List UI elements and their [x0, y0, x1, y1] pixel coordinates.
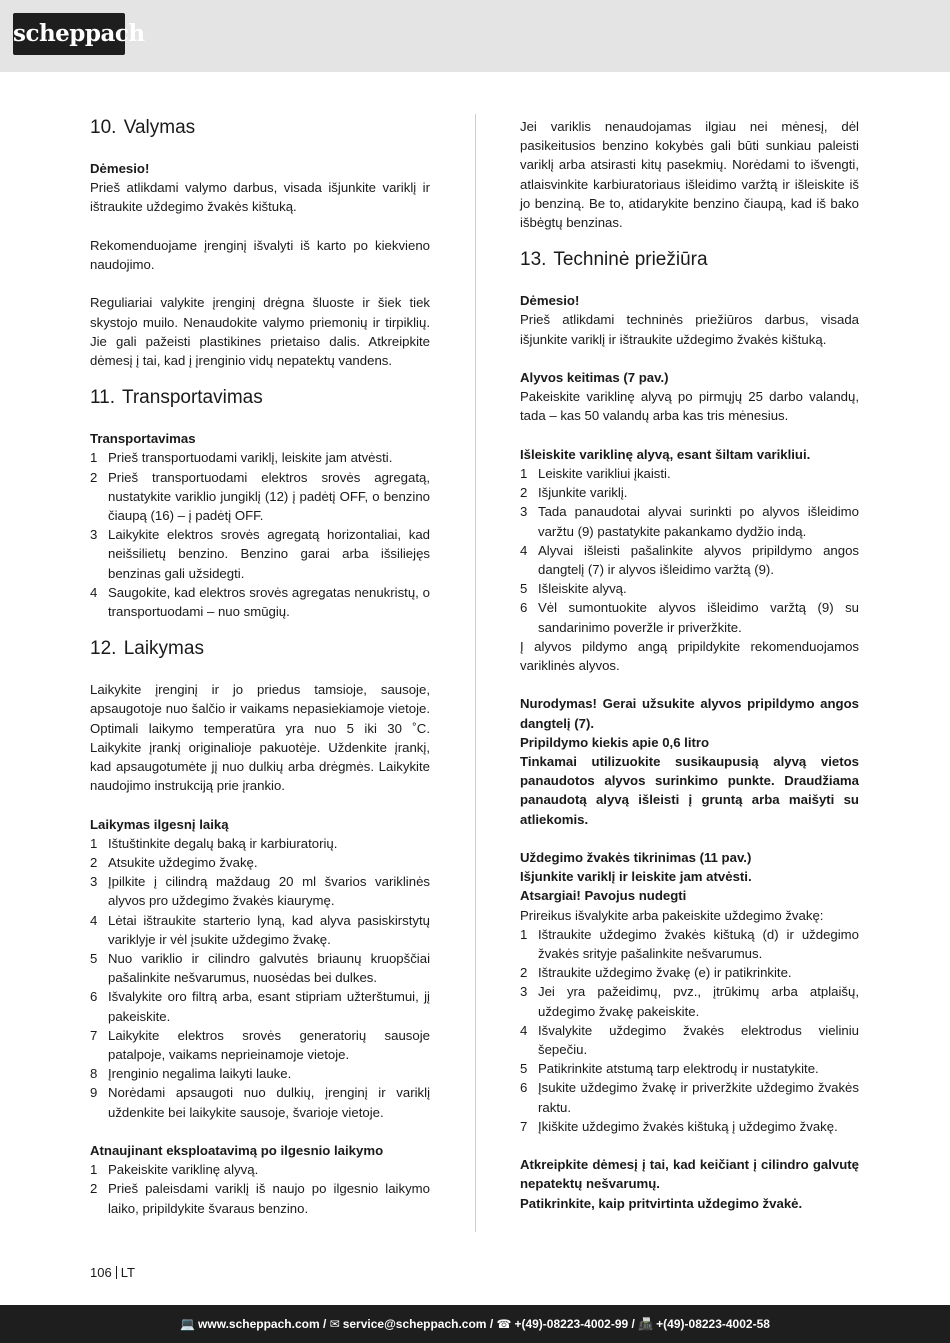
- list-item: 5 Išleiskite alyvą.: [520, 581, 627, 597]
- s12-sub-2: Atnaujinant eksploatavimą po ilgesnio laikymo: [90, 1143, 384, 1159]
- list-item: 9 Norėdami apsaugoti nuo dulkių, įrenginį ir variklį uždenkite bei laikykite sausoje, švarioje vietoje.: [90, 1085, 430, 1120]
- s10-paragraph-1: Prieš atlikdami valymo darbus, visada išjunkite variklį ir ištraukite uždegimo žvakės kištuką.: [90, 180, 430, 215]
- list-item: 2 Prieš paleisdami variklį iš naujo po ilgesnio laikymo laiko, pripildykite švaraus benzino.: [90, 1181, 430, 1216]
- list-item: 3 Įpilkite į cilindrą maždaug 20 ml švarios variklinės alyvos pro uždegimo žvakės kiaurymę.: [90, 874, 430, 909]
- brand-logo: scheppach: [13, 13, 125, 55]
- list-item: 4 Lėtai ištraukite starterio lyną, kad alyva pasiskirstytų variklyje ir vėl įsukite uždegimo žvakę.: [90, 912, 430, 947]
- spark-plug-warning: Atsargiai! Pavojus nudegti: [520, 888, 687, 904]
- s13-attention: Dėmesio!: [520, 293, 580, 309]
- s12-paragraph: Laikykite įrenginį ir jo priedus tamsioje, sausoje, apsaugotoje nuo šalčio ir vaikams nepasiekiamoje vietoje. Optimali laikymo temperatūra yra nuo 5 iki 30 ˚C. Laikykite įrankį originalioje pakuotėje. Uždenkite įrankį, kad apsaugotumėte jį nuo dulkių arba drėgmės. Laikykite naudojimo instrukciją prie įrankio.: [90, 682, 430, 794]
- list-item: 7 Įkiškite uždegimo žvakės kištuką į uždegimo žvakę.: [520, 1118, 838, 1134]
- spark-plug-title: Uždegimo žvakės tikrinimas (11 pav.): [520, 850, 752, 866]
- phone-icon: ☎: [496, 1317, 512, 1331]
- s12-list-1: [90, 834, 430, 1122]
- page-footer: 💻 www.scheppach.com / ✉ service@scheppach.com / ☎ +(49)-08223-4002-99 / 📠 +(49)-08223-4002-58: [0, 1305, 950, 1343]
- final-note-1: Atkreipkite dėmesį į tai, kad keičiant į cilindro galvutę nepatektų nešvarumų.: [520, 1157, 859, 1192]
- s10-attention: Dėmesio!: [90, 161, 150, 176]
- section-13-heading: 13. Techninė priežiūra: [520, 249, 708, 271]
- fax-icon: 📠: [638, 1317, 654, 1331]
- oil-change-title: Alyvos keitimas (7 pav.): [520, 370, 669, 386]
- footer-web: www.scheppach.com: [198, 1317, 320, 1331]
- list-item: 3 Tada panaudotai alyvai surinkti po alyvos išleidimo varžtu (9) pastatykite pakankamo dydžio indą.: [520, 504, 859, 539]
- list-item: 1 Leiskite varikliui įkaisti.: [520, 466, 671, 482]
- list-item: 4 Išvalykite uždegimo žvakės elektrodus vieliniu šepečiu.: [520, 1022, 859, 1058]
- list-item: 6 Išvalykite oro filtrą arba, esant stipriam užterštumui, jį pakeiskite.: [90, 989, 430, 1024]
- s10-paragraph-3: Reguliariai valykite įrenginį drėgna šluoste ir šiek tiek skystojo muilo. Nenaudokite valymo priemonių ir tirpiklių. Jie gali pažeisti plastikines prietaiso dalis. Atkreipkite dėmesį į tai, kad į įrenginio vidų nepatektų vandens.: [90, 295, 430, 368]
- page-number: 106 LT: [90, 1265, 135, 1280]
- footer-fax: +(49)-08223-4002-58: [656, 1317, 770, 1331]
- spark-plug-cool: Išjunkite variklį ir leiskite jam atvėsti.: [520, 869, 752, 885]
- s13-paragraph: Prieš atlikdami techninės priežiūros darbus, visada išjunkite variklį ir ištraukite uždegimo žvakės kištuką.: [520, 312, 859, 347]
- footer-phone: +(49)-08223-4002-99: [514, 1317, 629, 1331]
- s12-sub-1: Laikymas ilgesnį laiką: [90, 816, 229, 832]
- oil-change-paragraph: Pakeiskite variklinę alyvą po pirmųjų 25 darbo valandų, tada – kas 50 valandų arba kas tris mėnesius.: [520, 389, 859, 424]
- s11-subtitle: Transportavimas: [90, 431, 196, 447]
- list-item: 1 Prieš transportuodami variklį, leiskite jam atvėsti.: [90, 450, 393, 466]
- note-disposal: Tinkamai utilizuokite susikaupusią alyvą vietos panaudotos alyvos surinkimo punkte. Draudžiama panaudotą alyvą išleisti į gruntą arba maišyti su atliekomis.: [520, 754, 859, 827]
- drain-oil-title: Išleiskite variklinę alyvą, esant šiltam varikliui.: [520, 446, 811, 462]
- list-item: 4 Alyvai išleisti pašalinkite alyvos pripildymo angos dangtelį (7) ir alyvos išleidimo varžtą (9).: [520, 542, 859, 578]
- section-11-heading: 11. Transportavimas: [90, 387, 263, 409]
- list-item: 3 Laikykite elektros srovės agregatą horizontaliai, kad neišsilietų benzino. Benzino garai arba išsiliejęs benzinas gali užsidegti.: [90, 527, 430, 581]
- list-item: 7 Laikykite elektros srovės generatorių sausoje patalpoje, vaikams neprieinamoje vietoje.: [90, 1027, 430, 1063]
- list-item: 4 Saugokite, kad elektros srovės agregatas nenukristų, o transportuodami – nuo smūgių.: [90, 584, 430, 620]
- list-item: 2 Atsukite uždegimo žvakę.: [90, 855, 258, 871]
- list-item: 1 Pakeiskite variklinę alyvą.: [90, 1162, 259, 1178]
- list-item: 6 Įsukite uždegimo žvakę ir priveržkite uždegimo žvakės raktu.: [520, 1080, 859, 1115]
- list-item: 2 Prieš transportuodami elektros srovės agregatą, nustatykite variklio jungiklį (12) į padėtį OFF, o benzino čiaupą (16) – į padėtį OFF.: [90, 469, 430, 524]
- drain-oil-list: [520, 464, 859, 637]
- spark-plug-intro: Prireikus išvalykite arba pakeiskite uždegimo žvakę:: [520, 907, 824, 923]
- right-column: [520, 117, 859, 1213]
- s10-paragraph-2: Rekomenduojame įrenginį išvalyti iš karto po kiekvieno naudojimo.: [90, 237, 430, 272]
- computer-icon: 💻: [180, 1317, 196, 1331]
- note-cap: Nurodymas! Gerai užsukite alyvos pripildymo angos dangtelį (7).: [520, 696, 859, 731]
- spark-plug-list: [520, 925, 859, 1136]
- s11-list: [90, 448, 430, 621]
- note-quantity: Pripildymo kiekis apie 0,6 litro: [520, 734, 710, 750]
- section-10-heading: 10. Valymas: [90, 117, 196, 138]
- list-item: 8 Įrenginio negalima laikyti lauke.: [90, 1066, 292, 1082]
- left-column: [90, 117, 430, 1218]
- list-item: 5 Patikrinkite atstumą tarp elektrodų ir nustatykite.: [520, 1061, 819, 1077]
- oil-fill-paragraph: Į alyvos pildymo angą pripildykite rekomenduojamos variklinės alyvos.: [520, 638, 859, 674]
- list-item: 1 Ištuštinkite degalų baką ir karbiuratorių.: [90, 835, 338, 851]
- list-item: 5 Nuo variklio ir cilindro galvutės briaunų kruopščiai pašalinkite nešvarumus, nuosėdas bei dulkes.: [90, 951, 430, 986]
- storage-intro-paragraph: Jei variklis nenaudojamas ilgiau nei mėnesį, dėl pasikeitusios benzino kokybės gali būti sunkiau paleisti variklį arba atsirasti kitų pasekmių. Norėdami to išvengti, atlaisvinkite karbiuratoriaus išleidimo varžtą ir išleiskite iš jo benziną. Be to, atidarykite benzino čiaupą, kad iš bako išbėgtų benzinas.: [520, 119, 859, 231]
- list-item: 2 Išjunkite variklį.: [520, 485, 628, 501]
- mail-icon: ✉: [329, 1317, 340, 1331]
- final-note-2: Patikrinkite, kaip pritvirtinta uždegimo žvakė.: [520, 1195, 803, 1211]
- list-item: 3 Jei yra pažeidimų, pvz., įtrūkimų arba atplaišų, uždegimo žvakę pakeiskite.: [520, 984, 859, 1019]
- page-header: [0, 0, 950, 72]
- list-item: 6 Vėl sumontuokite alyvos išleidimo varžtą (9) su sandarinimo poveržle ir priveržkite.: [520, 600, 859, 635]
- footer-email: service@scheppach.com: [342, 1317, 487, 1331]
- list-item: 2 Ištraukite uždegimo žvakę (e) ir patikrinkite.: [520, 965, 792, 981]
- list-item: 1 Ištraukite uždegimo žvakės kištuką (d) ir uždegimo žvakės srityje pašalinkite nešvarumus.: [520, 926, 859, 962]
- column-divider: [475, 114, 476, 1232]
- section-12-heading: 12. Laikymas: [90, 638, 204, 660]
- s12-list-2: [90, 1160, 430, 1218]
